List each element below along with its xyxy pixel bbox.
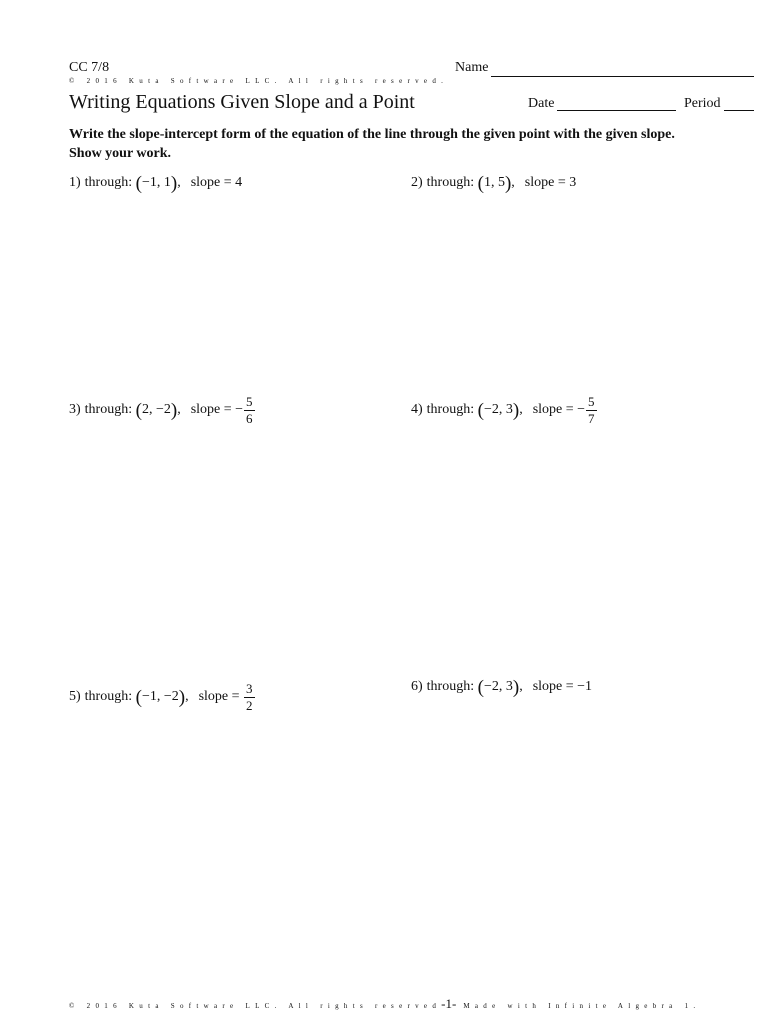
slope-denominator: 6 [246,410,253,426]
problem-6: 6) through: ( −2, 3 ) , slope = −1 [411,676,593,698]
slope-sign: − [577,402,586,417]
date-field-line[interactable] [557,110,676,111]
through-label: through: [84,402,133,417]
through-label: through: [426,402,475,417]
problem-2: 2) through: ( 1, 5 ) , slope = 3 [411,172,577,194]
problem-number: 4) [411,402,423,417]
through-label: through: [84,175,133,190]
close-paren: ) [178,686,186,708]
open-paren: ( [477,172,484,194]
problem-number: 3) [69,402,81,417]
point-coordinates: 1, 5 [483,175,505,190]
through-label: through: [426,175,475,190]
copyright-notice: © 2016 Kuta Software LLC. All rights reserved. [69,77,449,85]
close-paren: ) [504,172,512,194]
open-paren: ( [477,399,484,421]
open-paren: ( [135,172,142,194]
page-number: -1- [441,996,457,1011]
slope-numerator: 5 [246,393,253,409]
point-coordinates: −2, 3 [483,679,513,694]
slope-fraction [586,395,597,426]
footer-made-with: Made with Infinite Algebra 1. [463,1002,701,1010]
problem-number: 2) [411,175,423,190]
name-label: Name [455,60,489,75]
slope-fraction [244,682,255,713]
close-paren: ) [512,676,520,698]
worksheet-title: Writing Equations Given Slope and a Point [69,91,415,113]
date-label: Date [528,96,555,111]
close-paren: ) [512,399,520,421]
slope-numerator: 5 [588,393,595,409]
open-paren: ( [477,676,484,698]
slope-denominator: 7 [588,410,595,426]
slope-value: 3 [569,175,577,190]
name-field-line[interactable] [491,76,754,77]
problem-3: 3) through: ( 2, −2 ) , slope = − $\frac{5}{6}$ [69,393,253,426]
slope-label: slope = [198,689,240,704]
slope-label: slope = [190,175,232,190]
slope-value: 4 [235,175,243,190]
close-paren: ) [170,399,178,421]
page-footer [69,996,700,1012]
point-coordinates: −1, 1 [141,175,171,190]
slope-denominator: 2 [246,697,253,713]
footer-copyright: © 2016 Kuta Software LLC. All rights reserved [69,1002,442,1010]
problem-4: 4) through: ( −2, 3 ) , slope = − $\frac{5}{7}$ [411,393,595,426]
problem-5: 5) through: ( −1, −2 ) , slope = $\frac{3}{2}$ [69,680,253,713]
slope-label: slope = [524,175,566,190]
slope-label: slope = [532,679,574,694]
point-coordinates: −1, −2 [141,689,179,704]
slope-value: −1 [577,679,593,694]
point-coordinates: 2, −2 [141,402,171,417]
slope-numerator: 3 [246,680,253,696]
open-paren: ( [135,399,142,421]
slope-label: slope = [532,402,574,417]
open-paren: ( [135,686,142,708]
through-label: through: [84,689,133,704]
period-field-line[interactable] [724,110,754,111]
slope-label: slope = [190,402,232,417]
problem-number: 5) [69,689,81,704]
slope-sign: − [235,402,244,417]
slope-fraction [244,395,255,426]
problem-number: 1) [69,175,81,190]
period-label: Period [684,96,721,111]
problem-number: 6) [411,679,423,694]
through-label: through: [426,679,475,694]
course-label: CC 7/8 [69,60,110,75]
point-coordinates: −2, 3 [483,402,513,417]
problem-1: 1) through: ( −1, 1 ) , slope = 4 [69,172,243,194]
close-paren: ) [170,172,178,194]
instructions: Write the slope-intercept form of the equation of the line through the given point with the given slope. Show your work. [69,127,675,161]
